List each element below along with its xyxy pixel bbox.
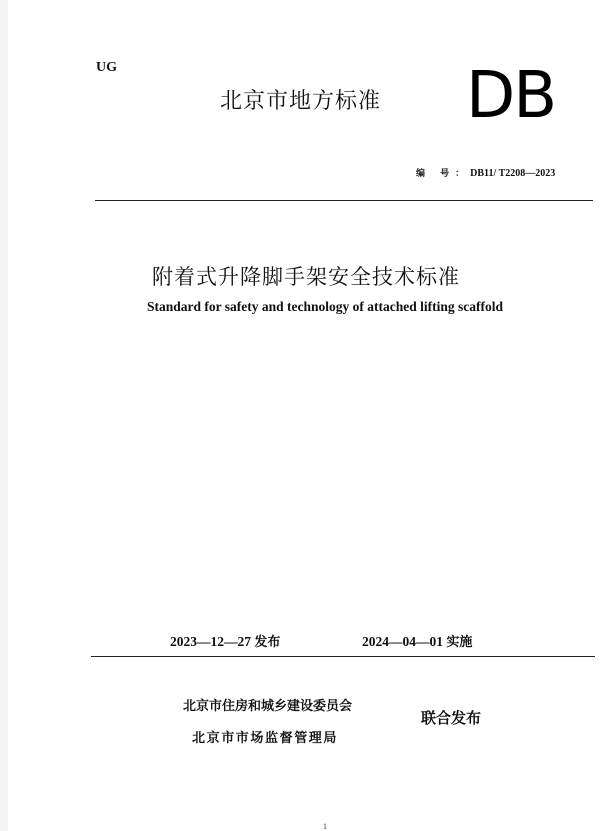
document-title-en: Standard for safety and technology of attached lifting scaffold — [147, 299, 503, 314]
footer-divider — [91, 656, 595, 657]
implementation-date-label: 实施 — [446, 635, 473, 650]
issue-date-value: 2023—12—27 — [170, 634, 251, 649]
db-mark: DB — [466, 59, 556, 133]
page-number: 1 — [323, 822, 327, 831]
issuer-housing-commission: 北京市住房和城乡建设委员会 — [183, 699, 353, 714]
issuer-market-supervision: 北京市市场监督管理局 — [192, 731, 339, 746]
classification-code: UG — [96, 60, 117, 75]
issue-date-label: 发布 — [254, 635, 281, 650]
implementation-date — [362, 631, 472, 650]
issue-date — [170, 631, 280, 650]
standard-number — [416, 166, 555, 179]
standard-number-label: 编 号： — [416, 169, 471, 179]
implementation-date-value: 2024—04—01 — [362, 634, 443, 649]
joint-issue-label: 联合发布 — [421, 709, 482, 727]
document-title-zh: 附着式升降脚手架安全技术标准 — [152, 265, 460, 289]
header-divider — [95, 200, 593, 201]
standard-type: 北京市地方标准 — [220, 89, 382, 114]
standard-number-value: DB11/ T2208—2023 — [470, 168, 556, 179]
